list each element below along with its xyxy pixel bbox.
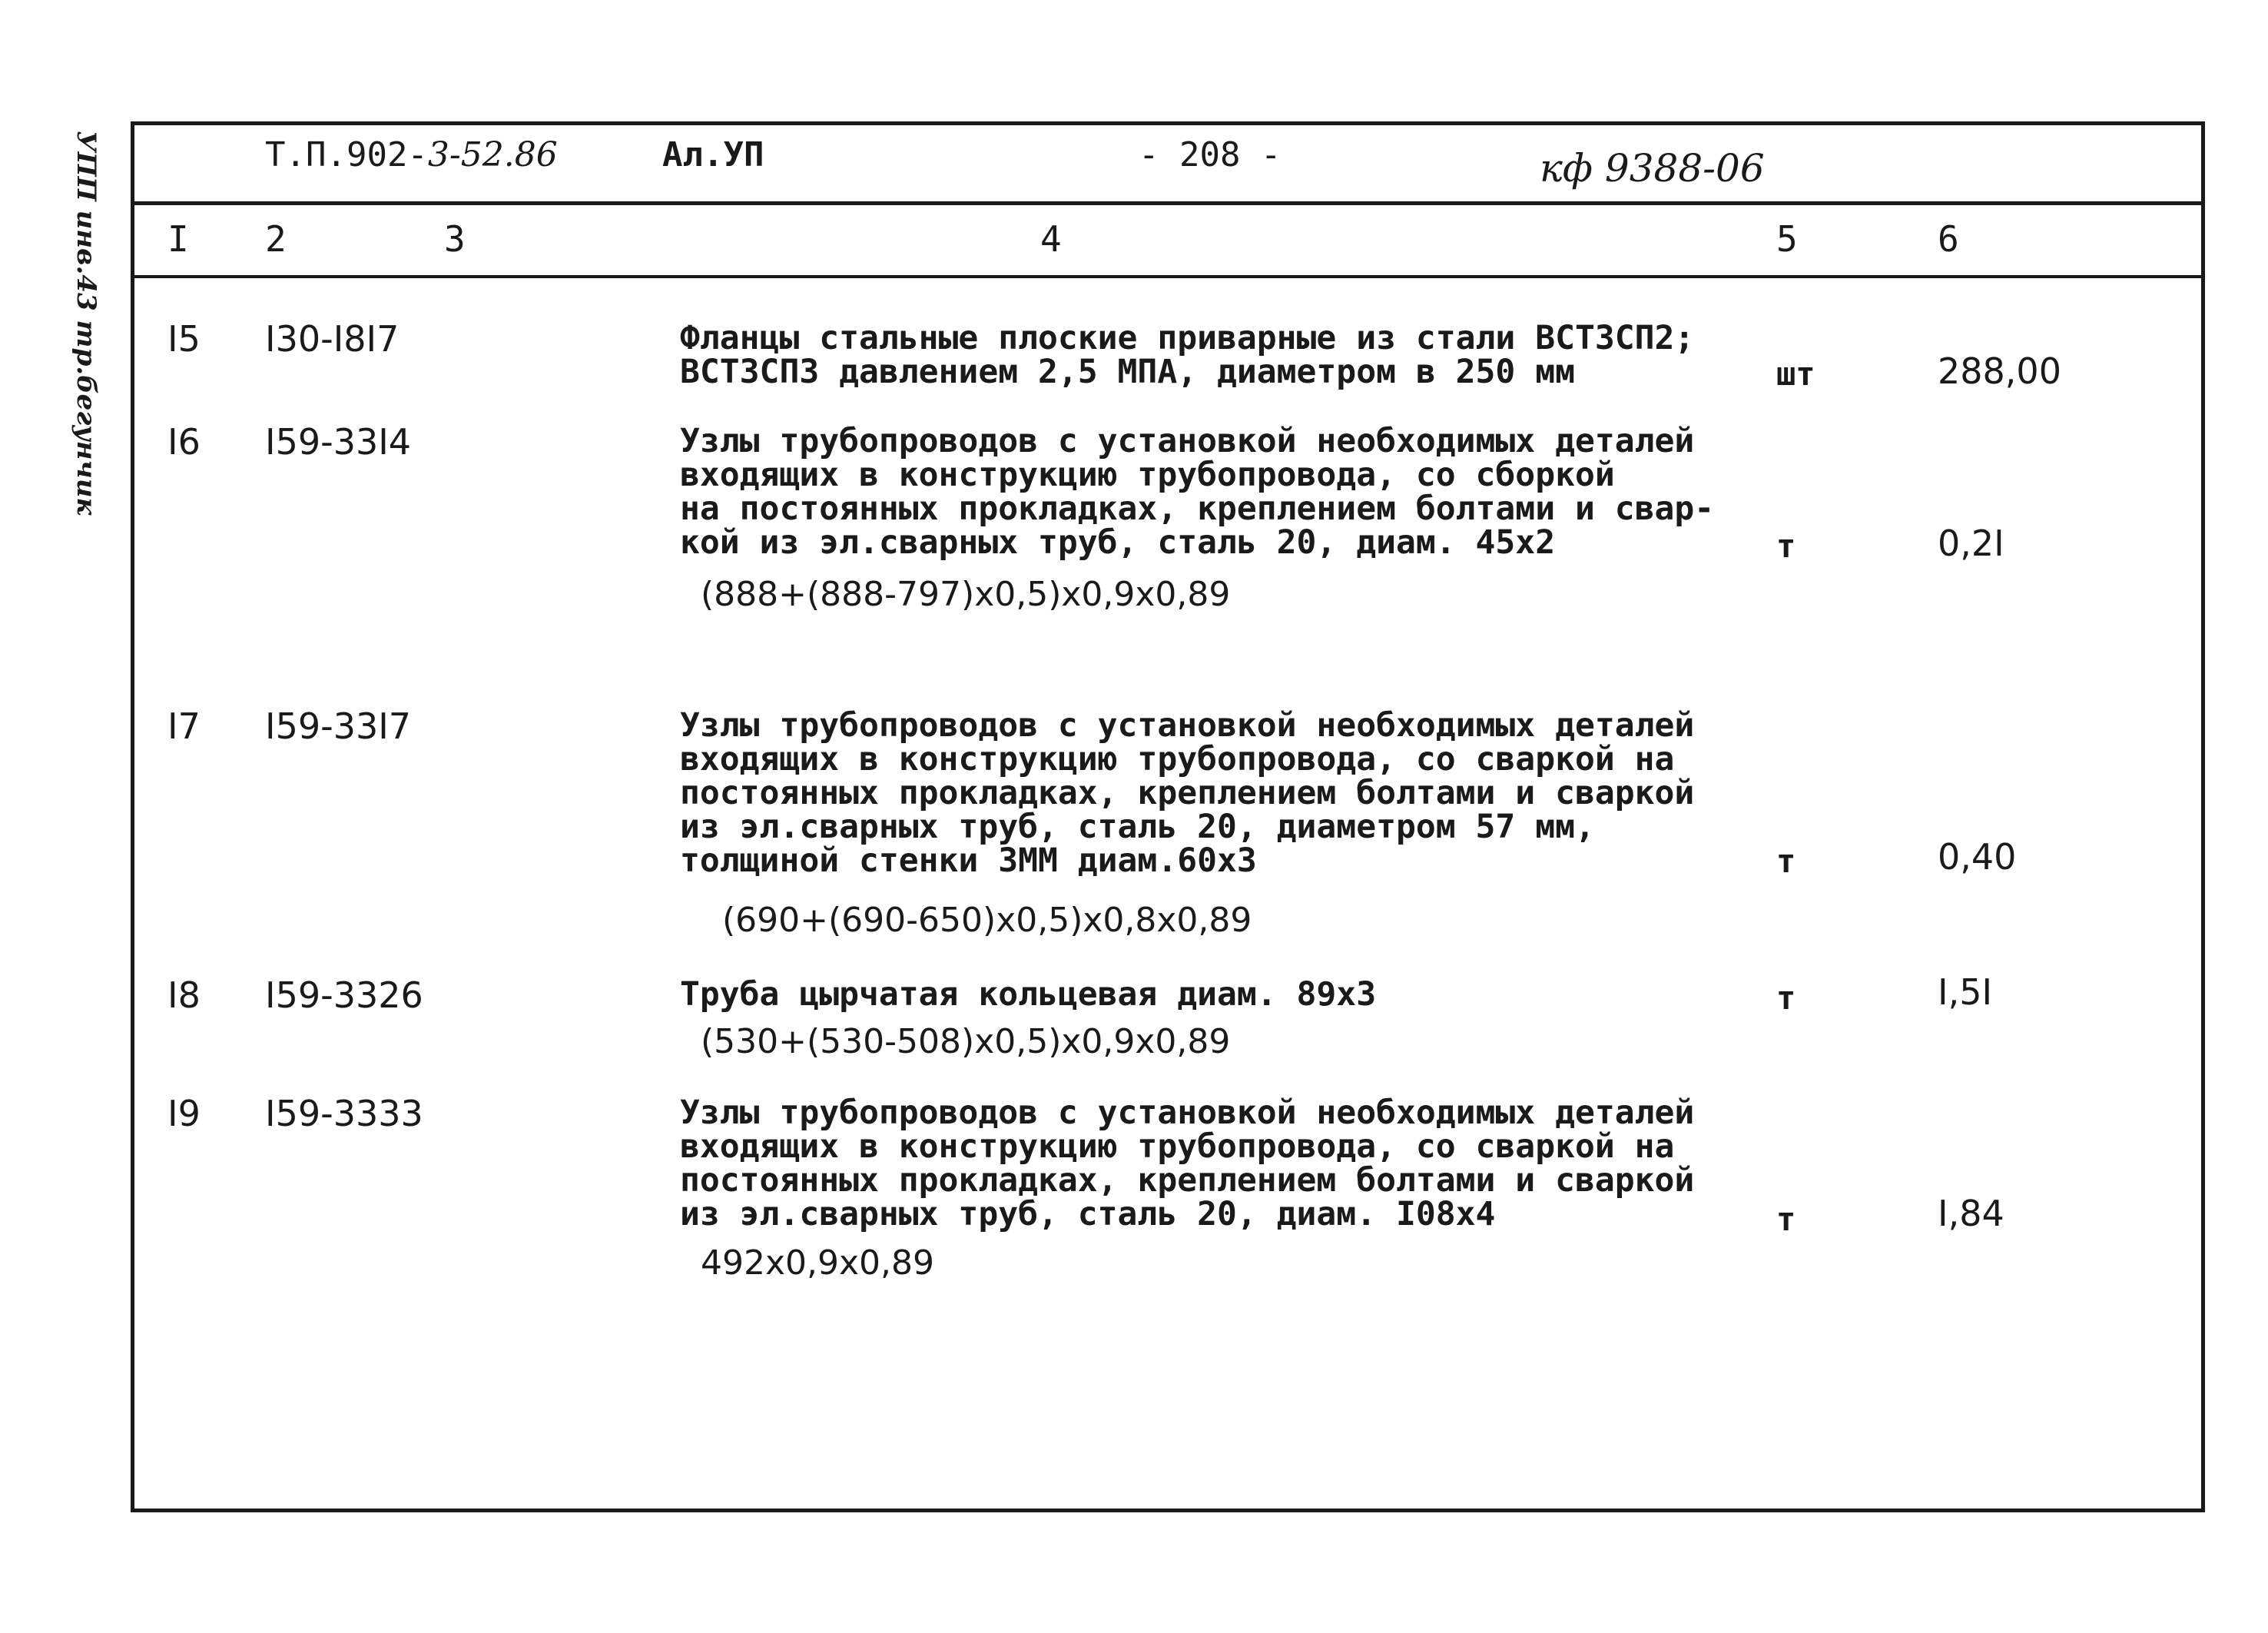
row-number: I7 [167,705,201,747]
rate-code: I59-33I4 [265,421,412,463]
stamp-number: кф 9388-06 [1540,146,1765,191]
quantity-formula: (690+(690-650)x0,5)x0,8x0,89 [722,901,1252,940]
row-number: I9 [167,1093,201,1134]
rate-code: I30-I8I7 [265,318,400,360]
quantity: 0,40 [1938,836,2017,878]
rate-code: I59-3326 [265,974,423,1016]
column-header-5: 5 [1776,218,1798,260]
unit-of-measure: т [1776,527,1796,565]
row-number: I5 [167,318,201,360]
project-code: Т.П.902- [265,135,428,174]
column-header-3: 3 [444,218,466,260]
header-divider [131,201,2205,205]
item-description: Узлы трубопроводов с установкой необходимых деталей входящих в конструкцию трубопровода, со сваркой на постоянных прокладках, креплением болтами и сваркой из эл.сварных труб, сталь 20, диам. I08х4 [680,1094,1695,1233]
page-number: - 208 - [1139,135,1282,174]
quantity: I,84 [1938,1193,2004,1234]
column-header-divider [131,275,2205,278]
item-description: Труба цырчатая кольцевая диам. 89х3 [680,975,1377,1014]
project-number [265,135,558,174]
quantity-formula: 492x0,9x0,89 [701,1243,935,1283]
column-header-6: 6 [1938,218,1959,260]
quantity-formula: (888+(888-797)x0,5)x0,9x0,89 [701,575,1231,614]
rate-code: I59-33I7 [265,705,412,747]
unit-of-measure: т [1776,842,1796,880]
quantity: 288,00 [1938,350,2061,392]
unit-of-measure: т [1776,1200,1796,1238]
quantity-formula: (530+(530-508)x0,5)x0,9x0,89 [701,1022,1231,1061]
unit-of-measure: т [1776,979,1796,1017]
quantity: I,5I [1938,971,1993,1013]
unit-of-measure: шт [1776,355,1815,393]
album-label: Ал.УП [662,135,764,174]
item-description: Фланцы стальные плоские приварные из стали ВСТ3СП2; ВСТ3СП3 давлением 2,5 МПА, диаметром в 250 мм [680,319,1695,391]
rate-code: I59-3333 [265,1093,423,1134]
side-note: УПП инв.43 тр.бегунчик [71,131,101,516]
column-header-1: I [167,218,189,260]
row-number: I8 [167,974,201,1016]
column-header-2: 2 [265,218,287,260]
column-header-4: 4 [1040,218,1062,260]
item-description: Узлы трубопроводов с установкой необходимых деталей входящих в конструкцию трубопровода, со сборкой на постоянных прокладках, креплением болтами и свар- кой из эл.сварных труб, сталь 20, диам. 45х2 [680,422,1715,562]
quantity: 0,2I [1938,523,2004,564]
row-number: I6 [167,421,201,463]
item-description: Узлы трубопроводов с установкой необходимых деталей входящих в конструкцию трубопровода, со сваркой на постоянных прокладках, креплением болтами и сваркой из эл.сварных труб, сталь 20, диаметром 57 мм, толщиной стенки 3ММ диам.60х3 [680,706,1695,880]
project-code-handwritten: 3-52.86 [427,135,558,174]
